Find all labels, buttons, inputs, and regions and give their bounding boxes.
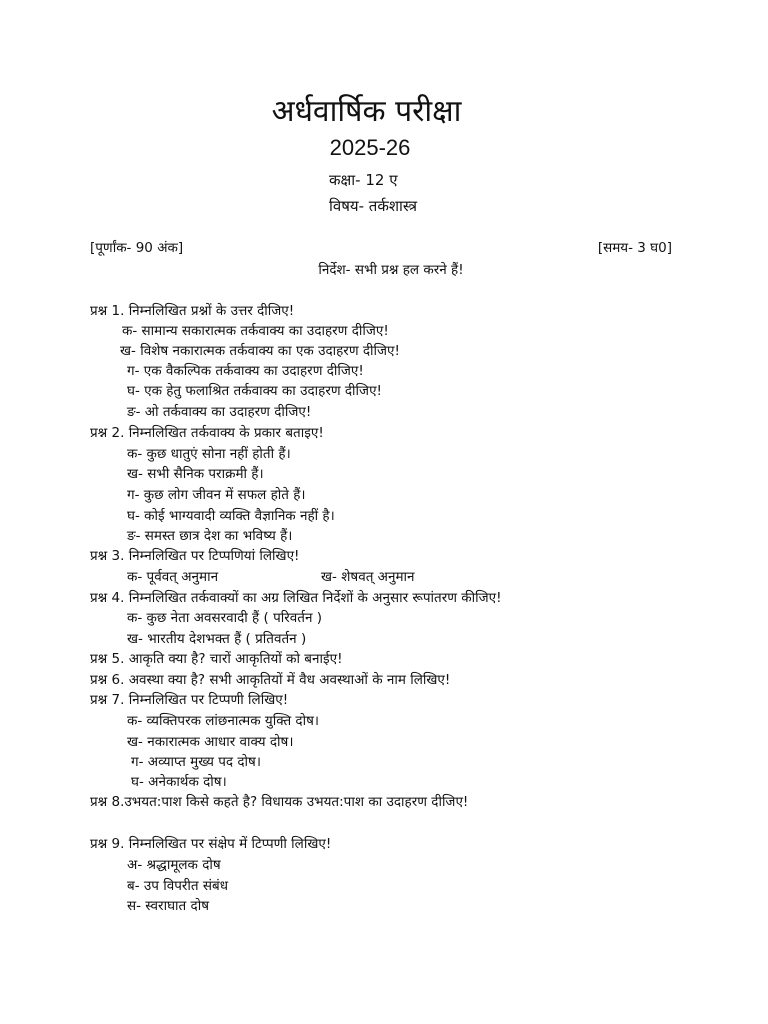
question-2-item-e: ङ- समस्त छात्र देश का भविष्य हैं। bbox=[127, 528, 293, 544]
total-marks: [पूर्णांक- 90 अंक] bbox=[90, 240, 184, 256]
question-2-item-d: घ- कोई भाग्यवादी व्यक्ति वैज्ञानिक नहीं है। bbox=[127, 508, 335, 524]
question-3: प्रश्न 3. निम्नलिखित पर टिप्पणियां लिखिए! bbox=[90, 548, 300, 564]
question-5: प्रश्न 5. आकृति क्या है? चारों आकृतियों को बनाईए! bbox=[90, 651, 343, 667]
question-7-item-c: ग- अव्याप्त मुख्य पद दोष। bbox=[131, 754, 261, 770]
question-9-item-b: ब- उप विपरीत संबंध bbox=[127, 878, 229, 894]
question-7: प्रश्न 7. निम्नलिखित पर टिप्पणी लिखिए! bbox=[90, 692, 289, 708]
subject-label: विषय- तर्कशास्त्र bbox=[329, 197, 418, 215]
question-2-item-c: ग- कुछ लोग जीवन में सफल होते हैं। bbox=[127, 487, 306, 503]
time-allowed: [समय- 3 घ0] bbox=[597, 240, 672, 256]
question-3-item-a: क- पूर्ववत् अनुमान bbox=[127, 569, 219, 585]
question-2: प्रश्न 2. निम्नलिखित तर्कवाक्य के प्रकार बताइए! bbox=[90, 425, 324, 441]
question-7-item-b: ख- नकारात्मक आधार वाक्य दोष। bbox=[127, 734, 294, 750]
question-1-item-c: ग- एक वैकल्पिक तर्कवाक्य का उदाहरण दीजिए! bbox=[127, 363, 364, 379]
class-label: कक्षा- 12 ए bbox=[329, 171, 398, 189]
exam-title: अर्धवार्षिक परीक्षा bbox=[271, 94, 462, 129]
question-2-item-a: क- कुछ धातुएं सोना नहीं होती हैं। bbox=[127, 446, 291, 462]
question-7-item-a: क- व्यक्तिपरक लांछनात्मक युक्ति दोष। bbox=[127, 713, 320, 729]
question-1-item-e: ङ- ओ तर्कवाक्य का उदाहरण दीजिए! bbox=[127, 404, 312, 420]
question-1-item-a: क- सामान्य सकारात्मक तर्कवाक्य का उदाहरण दीजिए! bbox=[122, 323, 389, 339]
question-9-item-a: अ- श्रद्धामूलक दोष bbox=[127, 857, 221, 873]
question-9: प्रश्न 9. निम्नलिखित पर संक्षेप में टिप्पणी लिखिए! bbox=[90, 836, 332, 852]
question-4-item-a: क- कुछ नेता अवसरवादी हैं ( परिवर्तन ) bbox=[127, 610, 323, 626]
question-7-item-d: घ- अनेकार्थक दोष। bbox=[131, 774, 227, 790]
question-2-item-b: ख- सभी सैनिक पराक्रमी हैं। bbox=[127, 466, 264, 482]
question-1: प्रश्न 1. निम्नलिखित प्रश्नों के उत्तर दीजिए! bbox=[90, 303, 295, 319]
question-3-item-b: ख- शेषवत् अनुमान bbox=[321, 569, 415, 585]
question-9-item-c: स- स्वराघात दोष bbox=[127, 898, 209, 914]
question-4-item-b: ख- भारतीय देशभक्त हैं ( प्रतिवर्तन ) bbox=[127, 631, 307, 647]
question-1-item-b: ख- विशेष नकारात्मक तर्कवाक्य का एक उदाहरण दीजिए! bbox=[120, 343, 400, 359]
exam-year: 2025-26 bbox=[329, 135, 411, 160]
question-6: प्रश्न 6. अवस्था क्या है? सभी आकृतियों में वैध अवस्थाओं के नाम लिखिए! bbox=[90, 672, 451, 688]
instruction: निर्देश- सभी प्रश्न हल करने हैं! bbox=[318, 262, 464, 278]
question-1-item-d: घ- एक हेतु फलाश्रित तर्कवाक्य का उदाहरण दीजिए! bbox=[127, 383, 382, 399]
question-8: प्रश्न 8.उभयत:पाश किसे कहते है? विधायक उभयत:पाश का उदाहरण दीजिए! bbox=[90, 794, 469, 810]
question-4: प्रश्न 4. निम्नलिखित तर्कवाक्यों का अग्र लिखित निर्देशों के अनुसार रूपांतरण कीजिए! bbox=[90, 590, 502, 606]
